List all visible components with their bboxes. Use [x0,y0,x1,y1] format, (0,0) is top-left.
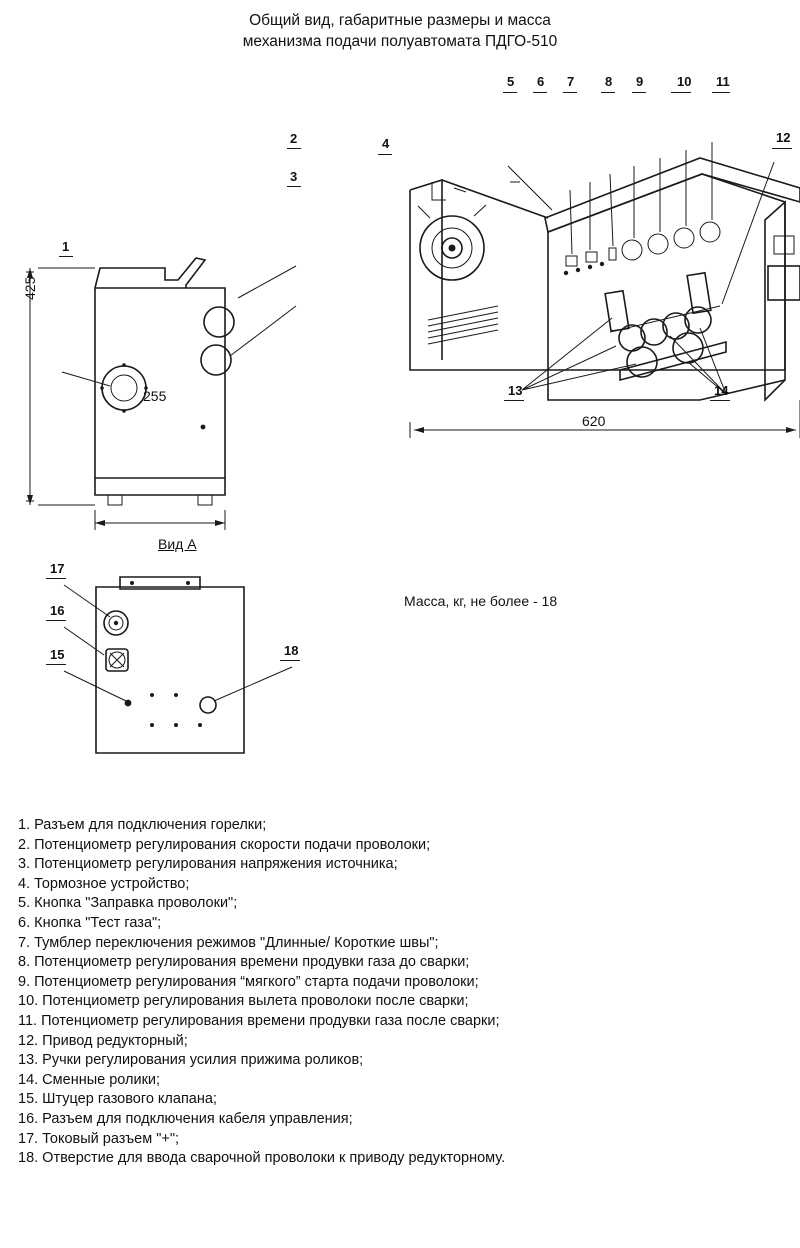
side-view-drawing [370,70,800,450]
callout-2: 2 [290,131,298,146]
callout-6-underline [533,92,547,93]
front-width-dimension: 255 [143,388,167,404]
legend-list [18,816,778,1169]
legend-item: 2. Потенциометр регулирования скорости подачи проволоки; [18,836,431,853]
legend-item: 15. Штуцер газового клапана; [18,1091,217,1108]
callout-17: 17 [50,561,65,576]
callout-8-underline [601,92,615,93]
callout-11-underline [712,92,730,93]
callout-8: 8 [605,74,613,89]
legend-item: 14. Сменные ролики; [18,1071,161,1088]
callout-18-underline [280,660,300,661]
callout-4-underline [378,154,392,155]
callout-3-underline [287,186,301,187]
page-title [0,10,800,52]
callout-13: 13 [508,383,523,398]
legend-item: 18. Отверстие для ввода сварочной проволоки к приводу редукторному. [18,1150,506,1167]
page-title-line-1: Общий вид, габаритные размеры и масса [249,12,551,29]
callout-16-underline [46,620,66,621]
side-width-dimension: 620 [582,413,606,429]
callout-7-underline [563,92,577,93]
callout-7: 7 [567,74,575,89]
callout-1: 1 [62,239,70,254]
legend-item: 5. Кнопка "Заправка проволоки"; [18,895,238,912]
legend-item: 10. Потенциометр регулирования вылета проволоки после сварки; [18,993,469,1010]
legend-item: 16. Разъем для подключения кабеля управления; [18,1110,353,1127]
callout-16: 16 [50,603,65,618]
callout-5-underline [503,92,517,93]
callout-12-underline [772,148,792,149]
front-view-drawing [0,120,360,420]
callout-1-underline [59,256,73,257]
view-a-drawing [0,555,360,785]
view-a-label: Вид А [158,536,197,552]
callout-13-underline [504,400,524,401]
callout-9-underline [632,92,646,93]
callout-11: 11 [716,74,730,89]
legend-item: 11. Потенциометр регулирования времени продувки газа после сварки; [18,1012,500,1029]
legend-item: 13. Ручки регулирования усилия прижима роликов; [18,1052,364,1069]
mass-note: Масса, кг, не более - 18 [404,593,558,609]
legend-item: 1. Разъем для подключения горелки; [18,817,267,833]
front-height-dimension: 425 [22,276,38,300]
legend-item: 6. Кнопка "Тест газа"; [18,914,162,931]
callout-14: 14 [714,383,729,398]
legend-item: 7. Тумблер переключения режимов "Длинные/ Короткие швы"; [18,934,439,951]
legend-item: 8. Потенциометр регулирования времени продувки газа до сварки; [18,954,470,971]
page-title-line-2: механизма подачи полуавтомата ПДГО-510 [242,33,558,50]
callout-15: 15 [50,647,65,662]
callout-15-underline [46,664,66,665]
callout-4: 4 [382,136,390,151]
callout-5: 5 [507,74,515,89]
callout-6: 6 [537,74,545,89]
callout-10-underline [671,92,691,93]
callout-2-underline [287,148,301,149]
legend-item: 3. Потенциометр регулирования напряжения источника; [18,856,398,873]
legend-item: 9. Потенциометр регулирования “мягкого” старта подачи проволоки; [18,973,479,990]
callout-14-underline [710,400,730,401]
callout-12: 12 [776,130,791,145]
callout-10: 10 [677,74,692,89]
legend-item: 4. Тормозное устройство; [18,875,190,892]
callout-18: 18 [284,643,299,658]
legend-item: 17. Токовый разъем "+"; [18,1130,180,1147]
callout-3: 3 [290,169,298,184]
legend-item: 12. Привод редукторный; [18,1032,188,1049]
callout-17-underline [46,578,66,579]
callout-9: 9 [636,74,644,89]
